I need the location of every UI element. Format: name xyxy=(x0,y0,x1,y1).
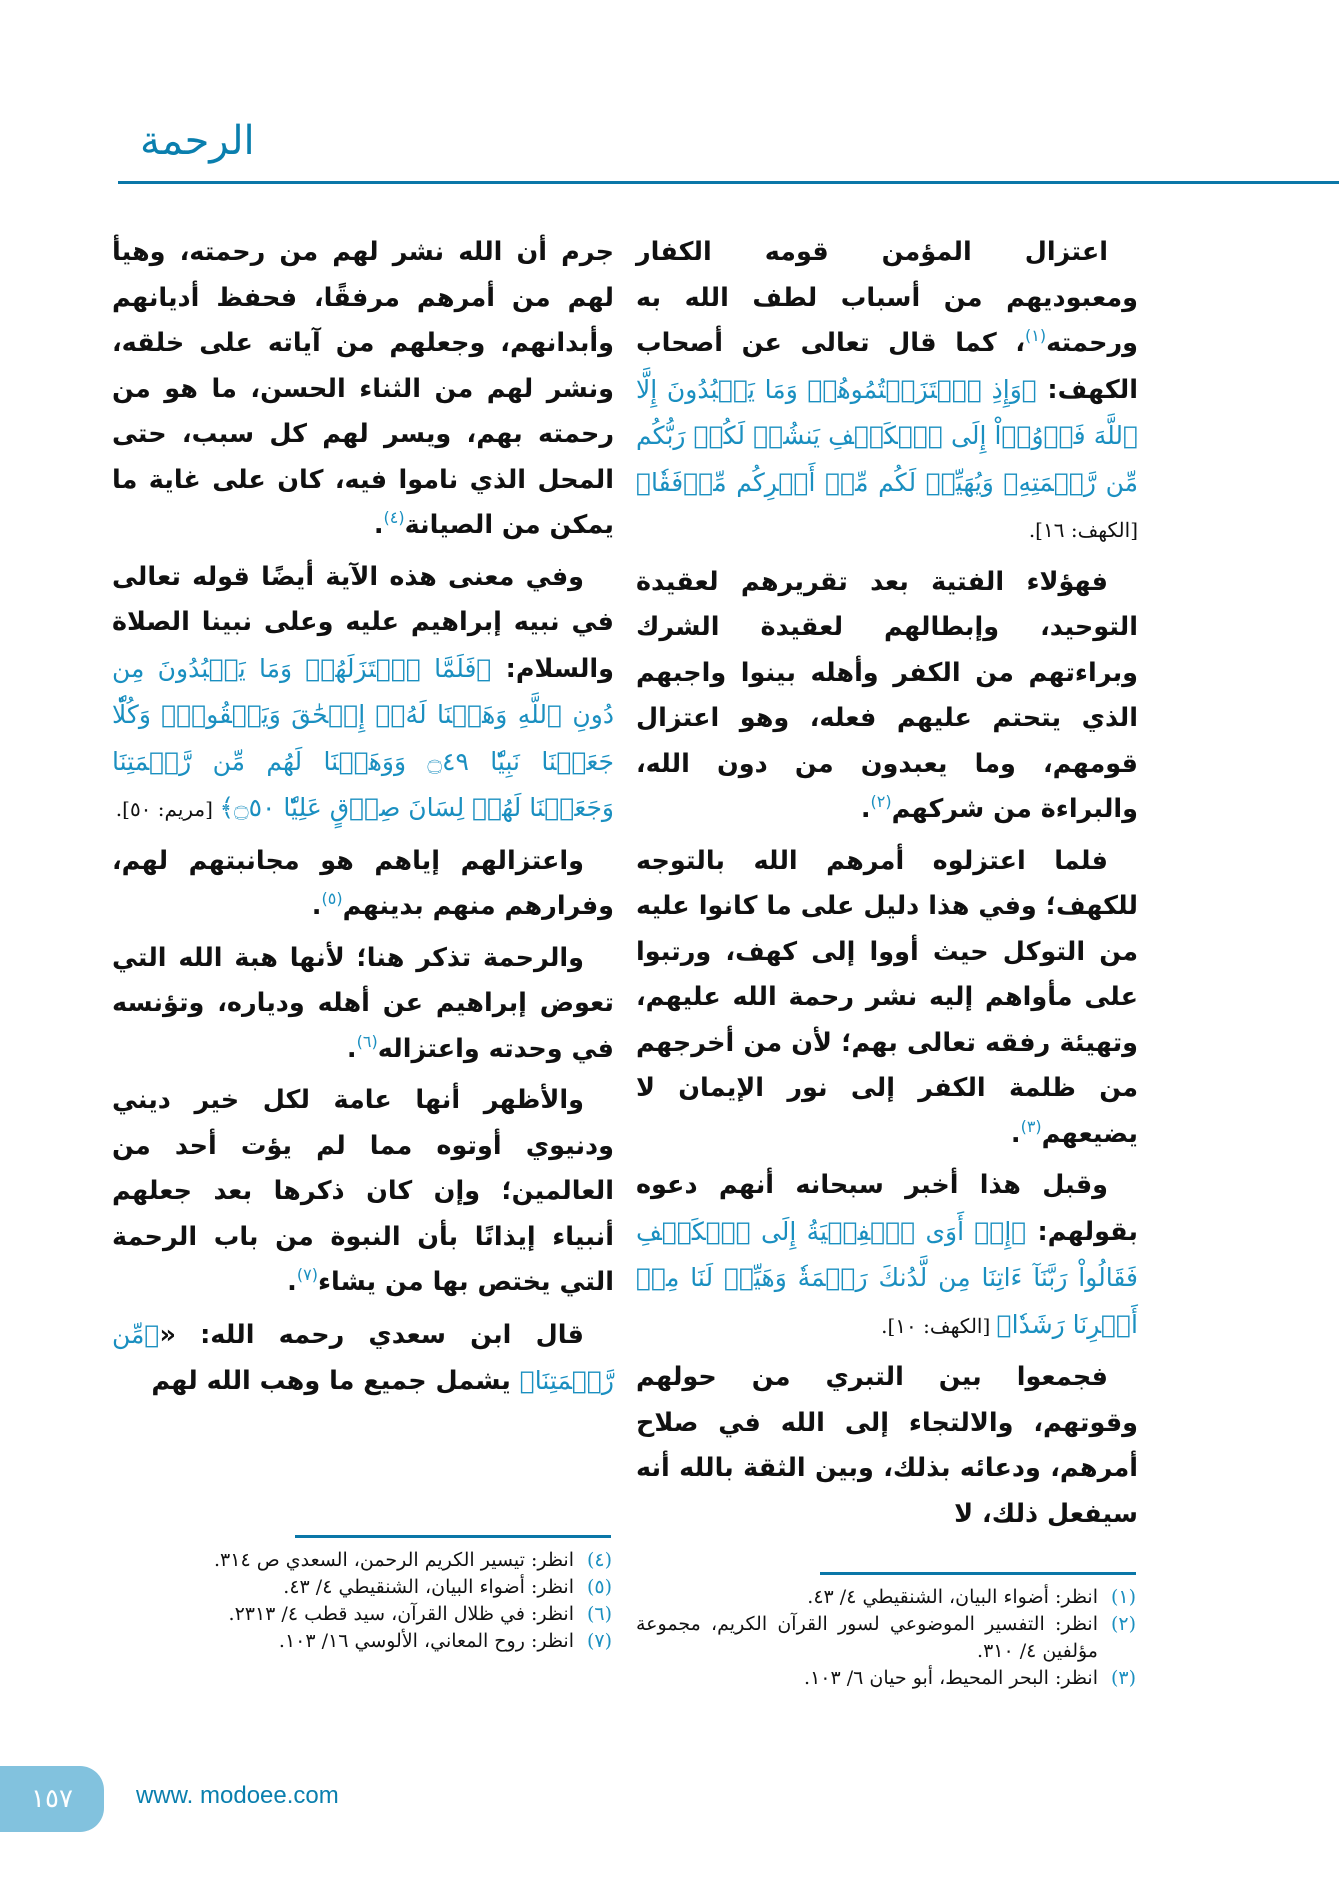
paragraph xyxy=(636,230,1138,554)
footnote-ref[interactable]: (٦) xyxy=(356,1031,378,1051)
footnote-ref[interactable]: (١) xyxy=(1025,326,1047,345)
paragraph-text: وفي معنى هذه الآية أيضًا قوله تعالى في نبيه إبراهيم عليه وعلى نبينا الصلاة والسلام: xyxy=(112,561,614,684)
footnote xyxy=(112,1547,612,1574)
paragraph-text: والأظهر أنها عامة لكل خير ديني ودنيوي أوتوه مما لم يؤت أحد من العالمين؛ وإن كان ذكرها بعد جعلهم أنبياء إيذانًا بأن النبوة من باب الرحمة التي يختص بها من يشاء xyxy=(112,1085,614,1297)
paragraph xyxy=(112,936,614,1073)
footnote xyxy=(112,1574,612,1601)
paragraph xyxy=(636,560,1138,833)
quran-verse: ﴿وَإِذِ ٱعۡتَزَلۡتُمُوهُمۡ وَمَا يَعۡبُدُونَ إِلَّا ٱللَّهَ فَأۡوُۥٓاْ إِلَى ٱلۡكَهۡفِ يَنشُرۡ لَكُمۡ رَبُّكُم مِّن رَّحۡمَتِهِۦ وَيُهَيِّئۡ لَكُم مِّنۡ أَمۡرِكُم مِّرۡفَقٗا﴾ xyxy=(636,374,1138,497)
paragraph-text: . xyxy=(311,891,322,921)
footnote-text: انظر: في ظلال القرآن، سيد قطب ٤/ ٢٣١٣. xyxy=(228,1603,574,1625)
paragraph xyxy=(636,1163,1138,1349)
footnote-divider xyxy=(820,1572,1136,1575)
paragraph-text: جرم أن الله نشر لهم من رحمته، وهيأ لهم من أمرهم مرفقًا، فحفظ أديانهم وأبدانهم، وجعلهم من آياته على خلقه، ونشر لهم من الثناء الحسن، ما هو من رحمته بهم، ويسر لهم كل سبب، حتى المحل الذي ناموا فيه، كان على غاية ما يمكن من الصيانة xyxy=(112,237,614,540)
verse-reference: [الكهف: ١٦]. xyxy=(1028,518,1138,542)
footnotes-right xyxy=(636,1584,1136,1692)
footnote-text: انظر: تيسير الكريم الرحمن، السعدي ص ٣١٤. xyxy=(214,1549,574,1571)
paragraph xyxy=(112,555,614,833)
footnote-number: (٥) xyxy=(586,1576,612,1598)
footnote xyxy=(636,1584,1136,1611)
footnote-text: انظر: التفسير الموضوعي لسور القرآن الكريم، مجموعة مؤلفين ٤/ ٣١٠. xyxy=(636,1613,1098,1662)
page-number-badge xyxy=(0,1766,104,1832)
footnote-text: انظر: أضواء البيان، الشنقيطي ٤/ ٤٣. xyxy=(283,1576,574,1598)
footnote-ref[interactable]: (٥) xyxy=(321,889,343,908)
footnote-divider xyxy=(295,1535,611,1538)
paragraph-text: والرحمة تذكر هنا؛ لأنها هبة الله التي تعوض إبراهيم عن أهله ودياره، وتؤنسه في وحدته واعتزاله xyxy=(112,942,614,1064)
footnote xyxy=(636,1665,1136,1692)
footnote-number: (٧) xyxy=(586,1630,612,1652)
paragraph xyxy=(636,1355,1138,1537)
right-column xyxy=(636,230,1138,1543)
paragraph-text: اعتزال المؤمن قومه الكفار ومعبوديهم من أسباب لطف الله به ورحمته xyxy=(636,237,1138,358)
paragraph-text: قال ابن سعدي رحمه الله: « xyxy=(159,1319,584,1350)
paragraph-text: . xyxy=(373,510,384,540)
footnote xyxy=(112,1628,612,1655)
footnotes-left xyxy=(112,1547,612,1655)
paragraph-text: وقبل هذا أخبر سبحانه أنهم دعوه بقولهم: xyxy=(636,1170,1138,1247)
footnote-number: (١) xyxy=(1110,1586,1136,1608)
footnote-number: (٤) xyxy=(586,1549,612,1571)
paragraph-text: . xyxy=(860,794,871,824)
footnote xyxy=(112,1601,612,1628)
quran-verse: ﴿مِّن رَّحۡمَتِنَا﴾ xyxy=(112,1319,614,1395)
website-link[interactable]: www. modoee.com xyxy=(136,1782,339,1809)
paragraph-text: يشمل جميع ما وهب الله لهم xyxy=(151,1366,520,1396)
paragraph xyxy=(112,230,614,549)
footnote-text: انظر: البحر المحيط، أبو حيان ٦/ ١٠٣. xyxy=(804,1667,1098,1689)
paragraph-text: . xyxy=(287,1267,297,1297)
verse-reference: [مريم: ٥٠]. xyxy=(115,797,220,821)
paragraph-text: فهؤلاء الفتية بعد تقريرهم لعقيدة التوحيد، وإبطالهم لعقيدة الشرك وبراءتهم من الكفر وأهله بينوا واجبهم الذي يتحتم عليهم فعله، وهو اعتزال قومهم، وما يعبدون من دون الله، والبراءة من شركهم xyxy=(636,566,1138,824)
footnote-ref[interactable]: (٤) xyxy=(383,508,405,527)
header-divider xyxy=(118,181,1339,184)
footnote-text: انظر: أضواء البيان، الشنقيطي ٤/ ٤٣. xyxy=(807,1586,1098,1608)
paragraph-text: ، كما قال تعالى عن أصحاب الكهف: xyxy=(636,328,1138,405)
quran-verse: ﴿إِذۡ أَوَى ٱلۡفِتۡيَةُ إِلَى ٱلۡكَهۡفِ فَقَالُواْ رَبَّنَآ ءَاتِنَا مِن لَّدُنكَ رَحۡمَةٗ وَهَيِّئۡ لَنَا مِنۡ أَمۡرِنَا رَشَدٗا﴾ xyxy=(636,1216,1138,1339)
footnote-number: (٣) xyxy=(1110,1667,1136,1689)
footnote-text: انظر: روح المعاني، الألوسي ١٦/ ١٠٣. xyxy=(278,1630,574,1652)
footnote-ref[interactable]: (٣) xyxy=(1020,1116,1042,1136)
page-number: ١٥٧ xyxy=(31,1784,73,1814)
footnote xyxy=(636,1611,1136,1665)
paragraph xyxy=(112,1312,614,1405)
paragraph-text: واعتزالهم إياهم هو مجانبتهم لهم، وفرارهم منهم بدينهم xyxy=(112,845,614,921)
footnote-ref[interactable]: (٧) xyxy=(296,1265,318,1284)
verse-reference: [الكهف: ١٠]. xyxy=(881,1313,997,1338)
quran-verse: ﴿فَلَمَّا ٱعۡتَزَلَهُمۡ وَمَا يَعۡبُدُونَ مِن دُونِ ٱللَّهِ وَهَبۡنَا لَهُۥٓ إِسۡحَٰقَ وَيَعۡقُوبَۖ وَكُلّٗا جَعَلۡنَا نَبِيّٗا ۝٤٩ وَوَهَبۡنَا لَهُم مِّن رَّحۡمَتِنَا وَجَعَلۡنَا لَهُمۡ لِسَانَ صِدۡقٍ عَلِيّٗا ۝٥٠﴾ xyxy=(112,653,614,822)
paragraph-text: فجمعوا بين التبري من حولهم وقوتهم، والالتجاء إلى الله في صلاح أمرهم، ودعائه بذلك، وبين الثقة بالله أنه سيفعل ذلك، لا xyxy=(636,1362,1138,1529)
paragraph xyxy=(112,839,614,930)
paragraph-text: . xyxy=(346,1033,357,1064)
paragraph xyxy=(112,1078,614,1306)
paragraph-text: فلما اعتزلوه أمرهم الله بالتوجه للكهف؛ وفي هذا دليل على ما كانوا عليه من التوكل حيث أووا إلى كهف، ورتبوا على مأواهم إليه نشر رحمة الله عليهم، وتهيئة رفقه تعالى بهم؛ لأن من أخرجهم من ظلمة الكفر إلى نور الإيمان لا يضيعهم xyxy=(636,845,1138,1149)
footnote-number: (٦) xyxy=(586,1603,612,1625)
paragraph xyxy=(636,839,1138,1158)
left-column xyxy=(112,230,614,1411)
footnote-ref[interactable]: (٢) xyxy=(870,792,892,811)
paragraph-text: . xyxy=(1010,1118,1021,1149)
footnote-number: (٢) xyxy=(1110,1613,1136,1635)
chapter-title: الرحمة xyxy=(140,118,255,164)
